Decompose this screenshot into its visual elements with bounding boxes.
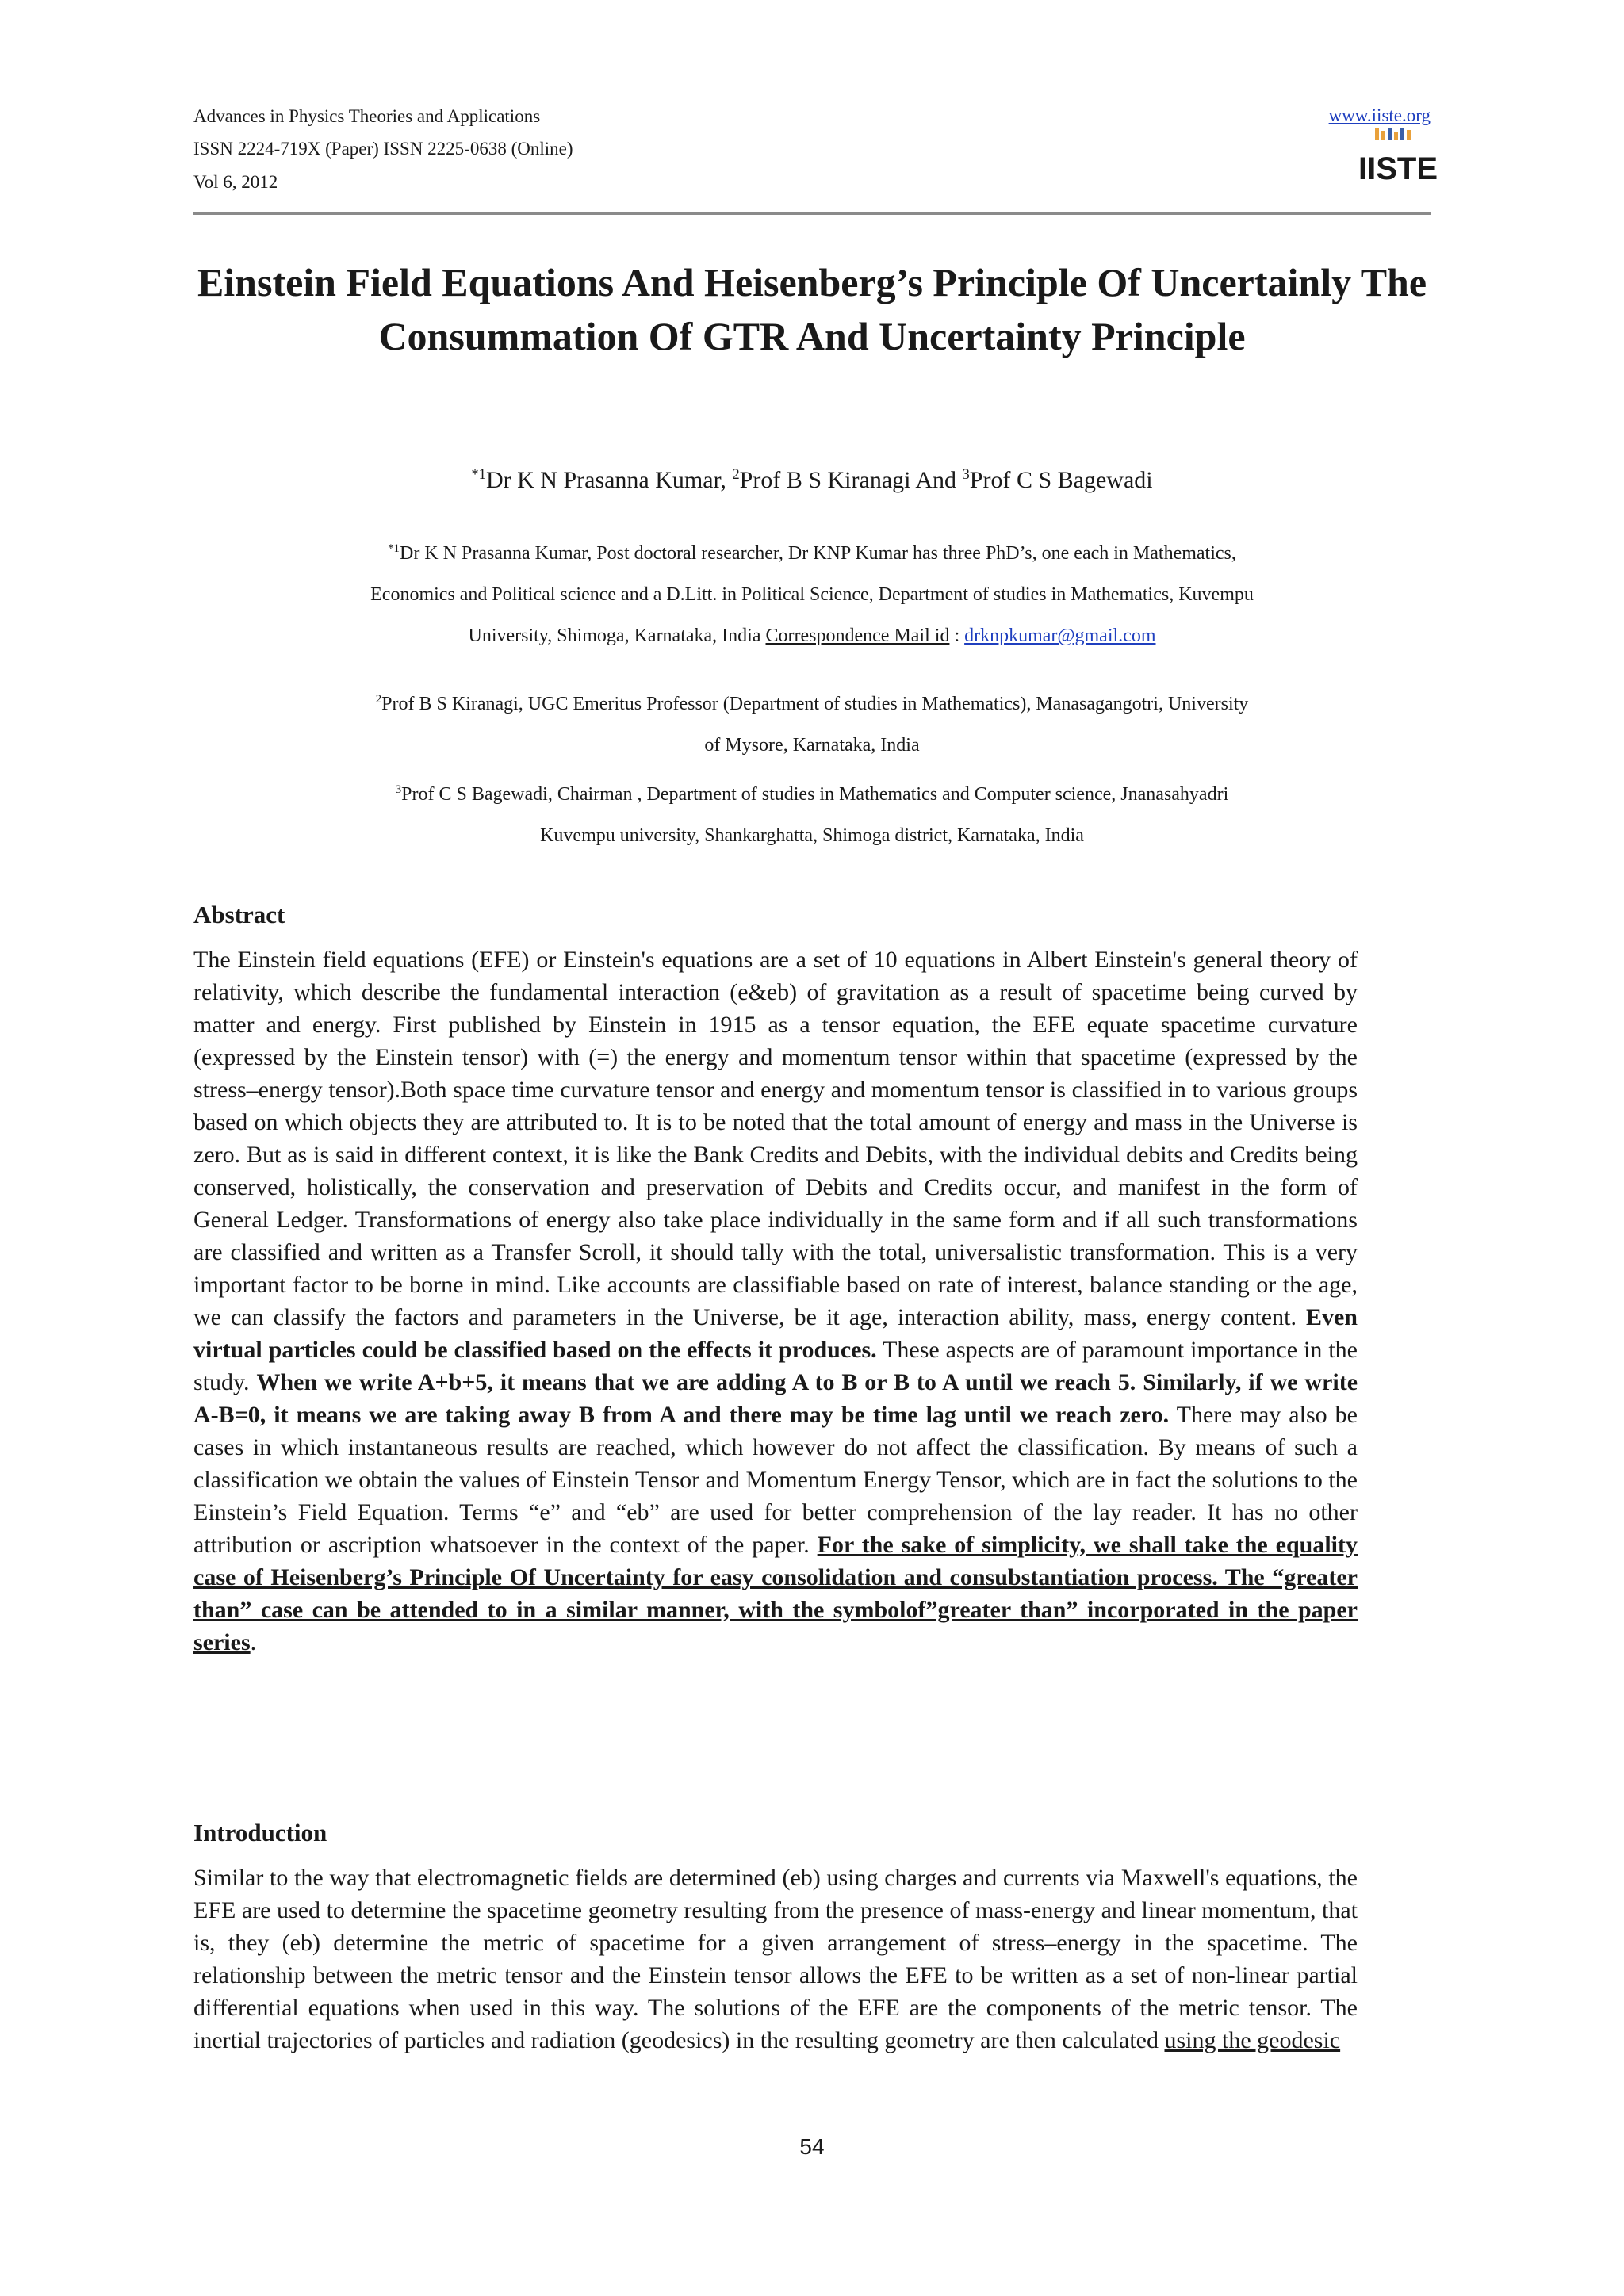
affiliation-3-mark: 3 xyxy=(395,783,402,796)
author-1-mark: *1 xyxy=(471,466,486,483)
introduction-heading: Introduction xyxy=(193,1819,327,1846)
affiliation-1-line-1: Dr K N Prasanna Kumar, Post doctoral researcher, Dr KNP Kumar has three PhD’s, one each in Mathematics, xyxy=(399,543,1236,564)
abstract-text-1: The Einstein field equations (EFE) or Einstein's equations are a set of 10 equations in Albert Einstein's general theory of relativity, which describe the fundamental interaction (e&eb) of gravitation as a result of spacetime being curved by matter and energy. First published by Einstein in 1915 as a tensor equation, the EFE equate spacetime curvature (expressed by the Einstein tensor) with (=) the energy and momentum tensor within that spacetime (expressed by the stress–energy tensor).Both space time curvature tensor and energy and momentum tensor is classified in to various groups based on which objects they are attributed to. It is to be noted that the total amount of energy and mass in the Universe is zero. But as is said in different context, it is like the Bank Credits and Debits, with the individual debits and Credits being conserved, holistically, the conservation and preservation of Debits and Credits occur, and manifest in the form of General Ledger. Transformations of energy also take place individually in the same form and if all such transformations are classified and written as a Transfer Scroll, it should tally with the total, universalistic transformation. This is a very important factor to be borne in mind. Like accounts are classifiable based on rate of interest, balance standing or the age, we can classify the factors and parameters in the Universe, be it age, interaction ability, mass, energy content. xyxy=(193,947,1358,1330)
iiste-logo xyxy=(1358,127,1438,186)
author-1: Dr K N Prasanna Kumar, xyxy=(485,467,733,493)
issn-line: ISSN 2224-719X (Paper) ISSN 2225-0638 (Online) xyxy=(193,139,573,159)
abstract-body xyxy=(193,943,1358,1659)
abstract-bold-1: Even virtual particles could be classified based on the effects it produces. xyxy=(193,1304,1358,1363)
abstract-end: . xyxy=(250,1629,257,1655)
affiliation-2-mark: 2 xyxy=(375,693,382,706)
affiliation-2-line-1: Prof B S Kiranagi, UGC Emeritus Professor (Department of studies in Mathematics), Manasagangotri, University xyxy=(381,694,1249,714)
author-3-mark: 3 xyxy=(962,466,970,483)
affiliation-1-mark: *1 xyxy=(388,542,400,555)
correspondence-separator: : xyxy=(949,626,965,646)
introduction-underlined: using the geodesic xyxy=(1164,2027,1341,2053)
author-email-link[interactable]: drknpkumar@gmail.com xyxy=(964,626,1156,646)
author-2: Prof B S Kiranagi And xyxy=(739,467,963,493)
affiliation-1 xyxy=(238,528,1386,656)
affiliation-2-line-2: of Mysore, Karnataka, India xyxy=(704,735,920,756)
abstract-bold-2: When we write A+b+5, it means that we are adding A to B or B to A until we reach 5. Similarly, if we write A-B=0, it means we are taking away B from A and there may be time lag until we reach zero. xyxy=(193,1369,1358,1428)
page-number: 54 xyxy=(799,2134,825,2159)
affiliation-3-line-2: Kuvempu university, Shankarghatta, Shimoga district, Karnataka, India xyxy=(540,825,1084,846)
abstract-bold-underlined: For the sake of simplicity, we shall take the equality case of Heisenberg’s Principle Of Uncertainty for easy consolidation and consubstantiation process. The “greater than” case can be attended to in a similar manner, with the symbolof”greater than” incorporated in the paper series xyxy=(193,1532,1358,1655)
header-divider xyxy=(193,212,1431,215)
affiliation-2 xyxy=(238,679,1386,766)
abstract-heading: Abstract xyxy=(193,901,285,928)
abstract-text-3: There may also be cases in which instantaneous results are reached, which however do not affect the classification. By means of such a classification we obtain the values of Einstein Tensor and Momentum Energy Tensor, which are in fact the solutions to the Einstein’s Field Equation. Terms “e” and “eb” are used for better comprehension of the lay reader. It has no other attribution or ascription whatsoever in the context of the paper. xyxy=(193,1402,1358,1558)
volume-line: Vol 6, 2012 xyxy=(193,172,278,192)
logo-text: IISTE xyxy=(1358,151,1438,186)
introduction-text: Similar to the way that electromagnetic fields are determined (eb) using charges and currents via Maxwell's equations, the EFE are used to determine the spacetime geometry resulting from the presence of mass-energy and linear momentum, that is, they (eb) determine the metric of spacetime for a given arrangement of stress–energy in the spacetime. The relationship between the metric tensor and the Einstein tensor allows the EFE to be written as a set of non-linear partial differential equations when used in this way. The solutions of the EFE are the components of the metric tensor. The inertial trajectories of particles and radiation (geodesics) in the resulting geometry are then calculated xyxy=(193,1865,1358,2053)
introduction-body xyxy=(193,1862,1358,2057)
affiliation-3-line-1: Prof C S Bagewadi, Chairman , Department of studies in Mathematics and Computer science, Jnanasahyadri xyxy=(401,784,1229,805)
journal-website-link[interactable]: www.iiste.org xyxy=(1328,105,1431,125)
affiliation-1-line-3: University, Shimoga, Karnataka, India xyxy=(468,626,766,646)
affiliation-3 xyxy=(238,769,1386,856)
author-3: Prof C S Bagewadi xyxy=(969,467,1153,493)
affiliation-1-line-2: Economics and Political science and a D.Litt. in Political Science, Department of studies in Mathematics, Kuvempu xyxy=(370,584,1254,605)
abstract-text-2: These aspects are of paramount importance in the study. xyxy=(193,1337,1358,1395)
journal-name: Advances in Physics Theories and Applications xyxy=(193,106,541,126)
correspondence-label: Correspondence Mail id xyxy=(765,626,950,646)
paper-title: Einstein Field Equations And Heisenberg’s Principle Of Uncertainly The Consummation Of GTR And Uncertainty Principle xyxy=(197,260,1427,358)
author-list xyxy=(193,466,1431,494)
author-2-mark: 2 xyxy=(732,466,740,483)
